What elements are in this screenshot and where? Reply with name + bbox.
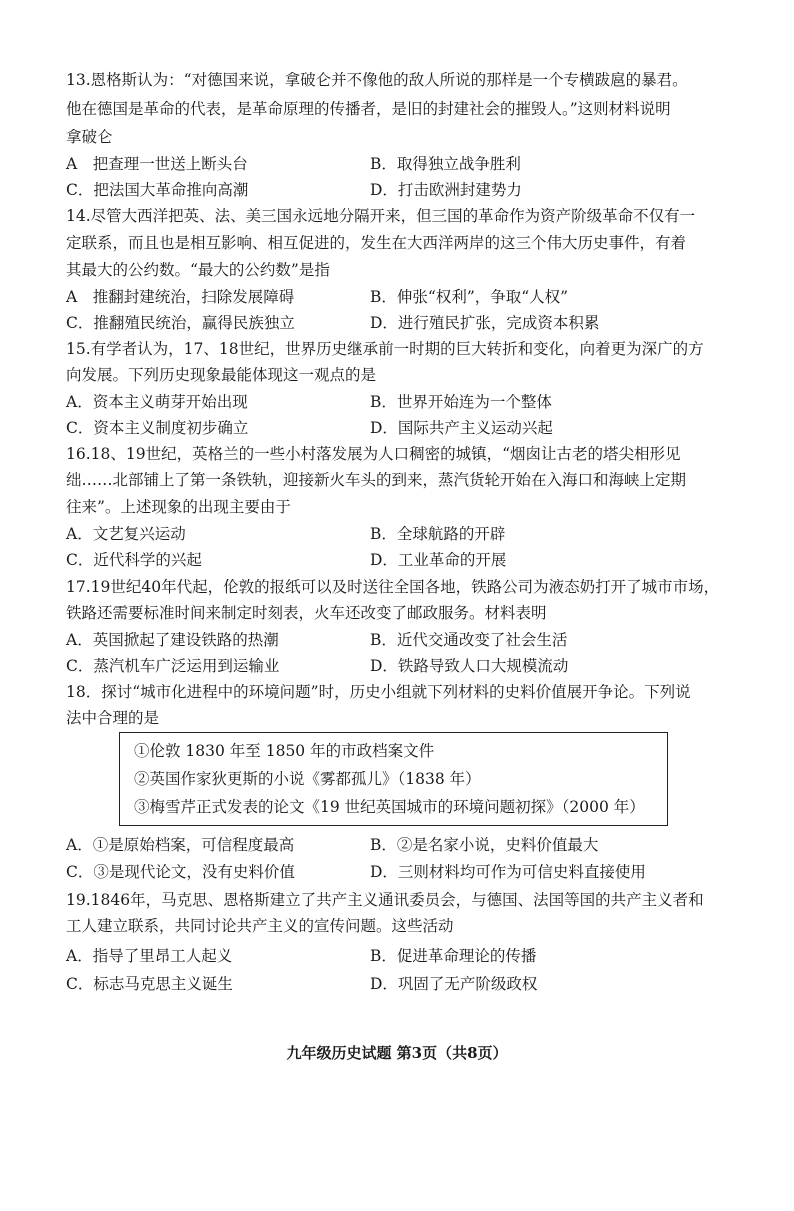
q19-option-c: C．标志马克思主义诞生 — [66, 975, 233, 993]
q18-source-1: ①伦敦 1830 年至 1850 年的市政档案文件 — [134, 742, 435, 760]
q14-line-2: 定联系，而且也是相互影响、相互促进的，发生在大西洋两岸的这三个伟大历史事件，有着 — [66, 234, 687, 252]
q16-option-c: C．近代科学的兴起 — [66, 551, 202, 569]
q13-line-2: 他在德国是革命的代表，是革命原理的传播者，是旧的封建社会的摧毁人。”这则材料说明 — [66, 100, 671, 118]
q13-option-b: B．取得独立战争胜利 — [370, 155, 521, 173]
q18-source-2: ②英国作家狄更斯的小说《雾都孤儿》（1838 年） — [134, 770, 481, 788]
q19-line-2: 工人建立联系，共同讨论共产主义的宣传问题。这些活动 — [66, 917, 454, 935]
q14-line-1: 14.尽管大西洋把英、法、美三国永远地分隔开来，但三国的革命作为资产阶级革命不仅有一 — [66, 207, 696, 225]
q15-line-1: 15.有学者认为，17、18世纪，世界历史继承前一时期的巨大转折和变化，向着更为深广的方 — [66, 340, 704, 358]
q13-line-1: 13.恩格斯认为：“对德国来说，拿破仑并不像他的敌人所说的那样是一个专横跋扈的暴君。 — [66, 71, 688, 89]
q16-line-3: 往来”。上述现象的出现主要由于 — [66, 498, 291, 516]
q15-option-a: A．资本主义萌芽开始出现 — [66, 393, 248, 411]
q15-line-2: 向发展。下列历史现象最能体现这一观点的是 — [66, 366, 377, 384]
q19-line-1: 19.1846年，马克思、恩格斯建立了共产主义通讯委员会，与德国、法国等国的共产主义者和 — [66, 891, 704, 909]
q15-option-d: D．国际共产主义运动兴起 — [370, 419, 553, 437]
q17-line-1: 17.19世纪40年代起，伦敦的报纸可以及时送往全国各地，铁路公司为液态奶打开了城市市场， — [66, 578, 720, 596]
q15-option-b: B．世界开始连为一个整体 — [370, 393, 552, 411]
q18-source-3: ③梅雪芹正式发表的论文《19 世纪英国城市的环境问题初探》（2000 年） — [134, 798, 645, 816]
q17-option-d: D．铁路导致人口大规模流动 — [370, 657, 569, 675]
q14-option-a: A 推翻封建统治，扫除发展障碍 — [66, 288, 295, 306]
q13-line-3: 拿破仑 — [66, 128, 113, 146]
page-footer: 九年级历史试题 第3页（共8页） — [286, 1044, 508, 1062]
q19-option-b: B．促进革命理论的传播 — [370, 947, 537, 965]
q18-option-a: A．①是原始档案，可信程度最高 — [66, 836, 295, 854]
q19-option-a: A．指导了里昂工人起义 — [66, 947, 233, 965]
q14-option-b: B．伸张“权利”，争取“人权” — [370, 288, 569, 306]
q16-option-a: A．文艺复兴运动 — [66, 525, 186, 543]
q13-option-a: A 把查理一世送上断头台 — [66, 155, 248, 173]
q13-option-c: C．把法国大革命推向高潮 — [66, 181, 249, 199]
q15-option-c: C．资本主义制度初步确立 — [66, 419, 249, 437]
q17-option-c: C．蒸汽机车广泛运用到运输业 — [66, 657, 280, 675]
q18-source-box — [119, 732, 668, 826]
q16-option-b: B．全球航路的开辟 — [370, 525, 506, 543]
q17-line-2: 铁路还需要标准时间来制定时刻表，火车还改变了邮政服务。材料表明 — [66, 604, 547, 622]
q19-option-d: D．巩固了无产阶级政权 — [370, 975, 538, 993]
q13-option-d: D．打击欧洲封建势力 — [370, 181, 522, 199]
q18-line-1: 18．探讨“城市化进程中的环境问题”时，历史小组就下列材料的史料价值展开争论。下列说 — [66, 683, 691, 701]
q18-option-b: B．②是名家小说，史料价值最大 — [370, 836, 599, 854]
q16-option-d: D．工业革命的开展 — [370, 551, 507, 569]
q17-option-b: B．近代交通改变了社会生活 — [370, 631, 568, 649]
q17-option-a: A．英国掀起了建设铁路的热潮 — [66, 631, 279, 649]
q16-line-2: 绌……北部铺上了第一条铁轨，迎接新火车头的到来，蒸汽货轮开始在入海口和海峡上定期 — [66, 471, 687, 489]
q14-option-d: D．进行殖民扩张，完成资本积累 — [370, 314, 600, 332]
q16-line-1: 16.18、19世纪，英格兰的一些小村落发展为人口稠密的城镇，“烟囱让古老的塔尖相形见 — [66, 445, 681, 463]
q18-option-c: C．③是现代论文，没有史料价值 — [66, 863, 295, 881]
q18-option-d: D．三则材料均可作为可信史料直接使用 — [370, 863, 646, 881]
q14-option-c: C．推翻殖民统治，赢得民族独立 — [66, 314, 295, 332]
q14-line-3: 其最大的公约数。“最大的公约数”是指 — [66, 261, 330, 279]
q18-line-2: 法中合理的是 — [66, 709, 160, 727]
